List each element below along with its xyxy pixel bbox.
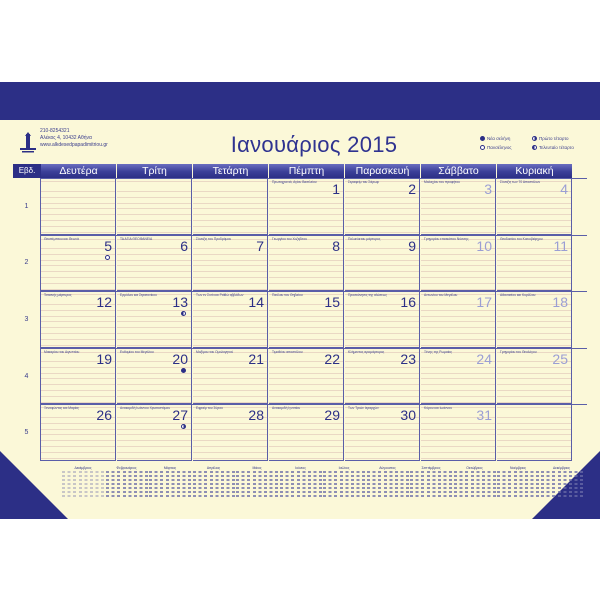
day-number: 28 xyxy=(248,407,264,424)
day-number: 15 xyxy=(324,294,340,311)
day-number: 21 xyxy=(248,350,264,367)
day-note: Προσκύνησις της αλύσεως xyxy=(348,293,387,298)
day-cell[interactable] xyxy=(269,178,344,235)
legend-full-moon: Πανσέληνος xyxy=(480,145,512,150)
corner-pocket-left xyxy=(0,451,68,519)
day-number: 30 xyxy=(400,407,416,424)
week-number: 4 xyxy=(13,348,41,405)
day-cell[interactable] xyxy=(41,291,116,348)
day-cell[interactable] xyxy=(421,348,496,405)
day-cell[interactable] xyxy=(193,235,268,292)
last-quarter-icon xyxy=(532,145,537,150)
day-note: Μακαρίου του Αιγυπτίου xyxy=(44,349,80,354)
day-cell[interactable] xyxy=(497,235,572,292)
day-cell[interactable] xyxy=(269,348,344,405)
day-note: Κλήμεντος ιερομάρτυρος xyxy=(348,349,385,354)
day-note: Των Τριών Ιεραρχών xyxy=(348,406,379,411)
day-number: 23 xyxy=(400,350,416,367)
day-number: 8 xyxy=(332,237,340,254)
day-cell[interactable] xyxy=(41,178,116,235)
mini-calendar-title: Μάιος xyxy=(252,466,262,470)
day-number: 3 xyxy=(484,181,492,197)
day-header-thursday: Πέμπτη xyxy=(269,164,344,178)
mini-calendar xyxy=(236,466,278,500)
company-logo-icon xyxy=(18,132,38,154)
day-number: 29 xyxy=(324,407,340,424)
mini-calendar-days xyxy=(106,471,148,497)
mini-calendar-title: Φεβρουάριος xyxy=(116,466,137,470)
company-phone: 210-8254321 xyxy=(40,128,70,134)
day-note: Γρηγορίου του Θεολόγου xyxy=(500,349,537,354)
day-cell[interactable] xyxy=(345,291,420,348)
day-number: 22 xyxy=(324,350,340,367)
day-cell[interactable] xyxy=(193,348,268,405)
day-number: 18 xyxy=(552,294,568,311)
day-note: Γρηγορίου επισκόπου Νύσσης xyxy=(424,236,469,241)
day-cell[interactable] xyxy=(421,291,496,348)
day-note: Τατιανής μάρτυρος xyxy=(44,293,72,298)
day-cell[interactable] xyxy=(117,404,192,461)
day-note: Κύρου και Ιωάννου xyxy=(424,406,452,411)
mini-calendar xyxy=(280,466,322,500)
mini-calendar xyxy=(541,466,583,500)
day-note: Ανακομιδή Ιωάννου Χρυσοστόμου xyxy=(120,406,171,411)
day-cell[interactable] xyxy=(117,291,192,348)
mini-calendar-title: Δεκέμβριος xyxy=(552,466,571,470)
day-header-monday: Δευτέρα xyxy=(41,164,116,178)
day-cell[interactable] xyxy=(421,178,496,235)
day-cell[interactable] xyxy=(193,404,268,461)
day-cell[interactable] xyxy=(117,348,192,405)
day-number: 17 xyxy=(476,294,492,311)
day-note: Τιμοθέου αποστόλου xyxy=(272,349,303,354)
company-website: www.alkdesedpapadimitriou.gr xyxy=(40,142,108,148)
week-row xyxy=(13,178,587,235)
mini-calendar-title: Ιούλιος xyxy=(338,466,350,470)
day-cell[interactable] xyxy=(269,404,344,461)
mini-calendar-title: Μάρτιος xyxy=(163,466,177,470)
week-column-header: Εβδ. xyxy=(13,164,41,178)
mini-calendar-days xyxy=(193,471,235,497)
mini-calendar xyxy=(454,466,496,500)
mini-calendar xyxy=(193,466,235,500)
day-number: 31 xyxy=(476,407,492,424)
day-note: Παύλου του Θηβαίου xyxy=(272,293,303,298)
day-number: 16 xyxy=(400,294,416,311)
day-number: 9 xyxy=(408,237,416,254)
mini-calendar-days xyxy=(236,471,278,497)
mini-calendar xyxy=(149,466,191,500)
mini-calendar-days xyxy=(280,471,322,497)
week-row xyxy=(13,404,587,461)
day-note: Θεοπέμπτου και Θεωνά xyxy=(44,236,79,241)
mini-calendar-title: Αύγουστος xyxy=(379,466,396,470)
company-address: Αλέκος 4, 10432 Αθήνα xyxy=(40,135,92,141)
day-number: 12 xyxy=(96,294,112,311)
day-cell[interactable] xyxy=(41,235,116,292)
mini-calendar xyxy=(323,466,365,500)
day-number: 25 xyxy=(552,350,568,367)
full-moon-icon xyxy=(480,145,485,150)
day-note: Ξενοφώντος και Μαρίας xyxy=(44,406,79,411)
month-title: Ιανουάριος 2015 xyxy=(230,132,398,157)
mini-calendar xyxy=(106,466,148,500)
day-note: Μαξίμου του Ομολογητού xyxy=(196,349,234,354)
day-cell[interactable] xyxy=(41,404,116,461)
day-cell[interactable] xyxy=(117,235,192,292)
day-number: 2 xyxy=(408,181,416,197)
mini-calendar-days xyxy=(410,471,452,497)
day-header-tuesday: Τρίτη xyxy=(117,164,192,178)
day-number: 13 xyxy=(172,294,188,311)
day-number: 14 xyxy=(248,294,264,311)
mini-calendar xyxy=(62,466,104,500)
week-number: 1 xyxy=(13,178,41,235)
weekday-header-row xyxy=(13,164,587,178)
mini-calendar-days xyxy=(367,471,409,497)
day-note: Ξένης της Ρωμαίας xyxy=(424,349,453,354)
day-number: 26 xyxy=(96,407,112,424)
week-number: 3 xyxy=(13,291,41,348)
day-cell[interactable] xyxy=(117,178,192,235)
mini-calendar-days xyxy=(323,471,365,497)
week-number: 2 xyxy=(13,235,41,292)
mini-calendar-title: Απρίλιος xyxy=(206,466,221,470)
day-number: 20 xyxy=(172,350,188,367)
day-note: Εφραίμ του Σύρου xyxy=(196,406,223,411)
day-note: Μαλαχίου του προφήτου xyxy=(424,180,460,184)
legend-last-quarter: Τελευταίο τέταρτο xyxy=(532,145,574,150)
day-cell[interactable] xyxy=(193,178,268,235)
day-cell[interactable] xyxy=(269,291,344,348)
day-number: 4 xyxy=(560,181,568,197)
day-number: 6 xyxy=(180,237,188,254)
day-number: 11 xyxy=(553,237,568,254)
week-row xyxy=(13,291,587,348)
last-moon-icon xyxy=(181,311,186,316)
legend-first-quarter: Πρώτο τέταρτο xyxy=(532,136,569,141)
day-header-friday: Παρασκευή xyxy=(345,164,420,178)
day-number: 10 xyxy=(476,237,492,254)
mini-calendar-days xyxy=(541,471,583,497)
week-number: 5 xyxy=(13,404,41,461)
top-band xyxy=(0,82,600,120)
day-header-wednesday: Τετάρτη xyxy=(193,164,268,178)
day-note: Θεοδοσίου του Κοινοβιάρχου xyxy=(500,236,543,241)
day-note: Σύναξις του Προδρόμου xyxy=(196,236,232,241)
mini-calendar-days xyxy=(497,471,539,497)
day-note: Σεραφείμ του Σάρωφ xyxy=(348,180,379,184)
day-note: Των εν Σινά και Ραϊθώ αββάδων xyxy=(196,293,244,298)
day-cell[interactable] xyxy=(345,178,420,235)
day-note: Ανακομιδή Ιγνατίου xyxy=(272,406,301,411)
week-row xyxy=(13,348,587,405)
week-row xyxy=(13,235,587,292)
first-moon-icon xyxy=(181,424,186,429)
mini-calendar-title: Σεπτέμβριος xyxy=(421,466,441,470)
day-note: Σύναξις των 70 Αποστόλων xyxy=(500,180,541,184)
day-header-sunday: Κυριακή xyxy=(497,164,572,178)
day-note: Πολυεύκτου μάρτυρος xyxy=(348,236,381,241)
day-cell[interactable] xyxy=(497,348,572,405)
day-cell[interactable] xyxy=(421,404,496,461)
day-number: 19 xyxy=(96,350,112,367)
day-note: Αντωνίου του Μεγάλου xyxy=(424,293,458,298)
mini-calendar xyxy=(367,466,409,500)
mini-calendar-title: Νοέμβριος xyxy=(510,466,526,470)
mini-calendar-days xyxy=(62,471,104,497)
new-moon-icon xyxy=(480,136,485,141)
day-header-saturday: Σάββατο xyxy=(421,164,496,178)
legend-new-moon: Νέα σελήνη xyxy=(480,136,510,141)
day-cell[interactable] xyxy=(269,235,344,292)
day-cell[interactable] xyxy=(497,291,572,348)
day-cell[interactable] xyxy=(345,404,420,461)
mini-calendar-title: Ιούνιος xyxy=(295,466,306,470)
mini-calendar-days xyxy=(454,471,496,497)
day-note: ΤΑ ΑΓΙΑ ΘΕΟΦΑΝΕΙΑ xyxy=(120,236,153,241)
day-cell[interactable] xyxy=(41,348,116,405)
full-moon-icon xyxy=(105,255,110,260)
first-quarter-icon xyxy=(532,136,537,141)
day-note: Πρωτοχρονιά, Αγίου Βασιλείου xyxy=(272,180,317,184)
day-cell[interactable] xyxy=(497,178,572,235)
new-moon-icon xyxy=(181,368,186,373)
day-number: 27 xyxy=(172,407,188,424)
day-cell[interactable] xyxy=(345,348,420,405)
day-number: 7 xyxy=(256,237,264,254)
day-number: 1 xyxy=(332,181,340,197)
mini-calendar xyxy=(410,466,452,500)
day-note: Ευθυμίου του Μεγάλου xyxy=(120,349,154,354)
day-cell[interactable] xyxy=(421,235,496,292)
day-cell[interactable] xyxy=(193,291,268,348)
mini-calendar-title: Δεκέμβριος xyxy=(74,466,92,470)
mini-calendar-title: Οκτώβριος xyxy=(466,466,483,470)
mini-calendar xyxy=(497,466,539,500)
day-number: 5 xyxy=(104,237,112,254)
day-note: Γεωργίου του Χοζεβίτου xyxy=(272,236,307,241)
calendar-header xyxy=(14,122,586,164)
day-cell[interactable] xyxy=(345,235,420,292)
day-number: 24 xyxy=(476,350,492,367)
company-contact xyxy=(40,128,108,149)
day-cell[interactable] xyxy=(497,404,572,461)
day-note: Ερμύλου και Στρατονίκου xyxy=(120,293,157,298)
day-note: Αθανασίου και Κυρίλλου xyxy=(500,293,536,298)
mini-calendar-days xyxy=(149,471,191,497)
